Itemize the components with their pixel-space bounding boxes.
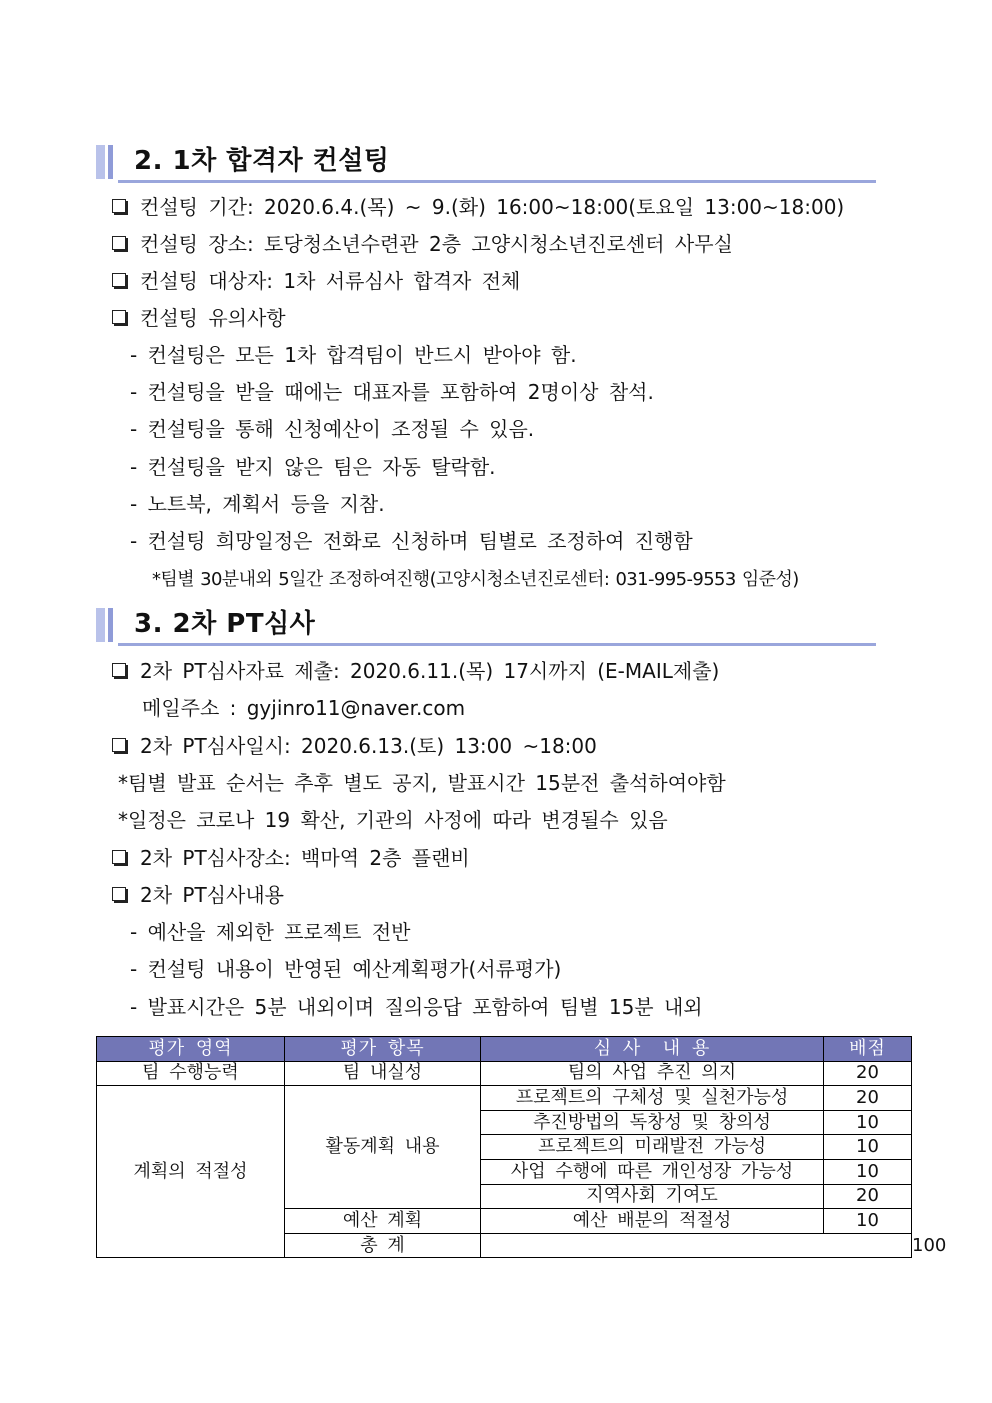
note-item: - 컨설팅을 통해 신청예산이 조정될 수 있음. <box>130 417 535 441</box>
checkbox-bullet-icon <box>112 273 126 287</box>
item-cell: 팀 내실성 <box>285 1061 481 1086</box>
pt-note-order: *팀별 발표 순서는 추후 별도 공지, 발표시간 15분전 출석하여야함 <box>118 771 726 795</box>
consulting-target: 컨설팅 대상자: 1차 서류심사 합격자 전체 <box>112 267 520 295</box>
content-cell: 프로젝트의 구체성 및 실천가능성 <box>481 1086 824 1111</box>
score-cell: 10 <box>824 1159 912 1184</box>
header-item: 평가 항목 <box>285 1037 481 1062</box>
checkbox-bullet-icon <box>112 236 126 250</box>
section-2-header <box>96 143 876 183</box>
item-cell: 활동계획 내용 <box>285 1086 481 1209</box>
pt-submit: 2차 PT심사자료 제출: 2020.6.11.(목) 17시까지 (E-MAIL제출) <box>112 657 719 685</box>
pt-place: 2차 PT심사장소: 백마역 2층 플랜비 <box>112 844 470 872</box>
area-cell: 팀 수행능력 <box>97 1061 285 1086</box>
content-cell: 추진방법의 독창성 및 창의성 <box>481 1110 824 1135</box>
section-3-header <box>96 606 876 646</box>
score-cell: 10 <box>824 1209 912 1234</box>
content-cell: 지역사회 기여도 <box>481 1184 824 1209</box>
section-2-title: 2. 1차 합격자 컨설팅 <box>134 146 390 176</box>
table-header-row <box>97 1037 912 1062</box>
consulting-period: 컨설팅 기간: 2020.6.4.(목) ~ 9.(화) 16:00~18:00(토요일 13:00~18:00) <box>112 193 844 221</box>
pt-content-item: - 발표시간은 5분 내외이며 질의응답 포함하여 팀별 15분 내외 <box>130 995 703 1019</box>
evaluation-table <box>96 1036 947 1258</box>
content-cell: 팀의 사업 추진 의지 <box>481 1061 824 1086</box>
pt-note-schedule: *일정은 코로나 19 확산, 기관의 사정에 따라 변경될수 있음 <box>118 808 668 832</box>
checkbox-bullet-icon <box>112 663 126 677</box>
score-cell: 10 <box>824 1110 912 1135</box>
consulting-place: 컨설팅 장소: 토당청소년수련관 2층 고양시청소년진로센터 사무실 <box>112 230 733 258</box>
note-item: - 컨설팅을 받지 않은 팀은 자동 탈락함. <box>130 455 496 479</box>
checkbox-bullet-icon <box>112 199 126 213</box>
header-area: 평가 영역 <box>97 1037 285 1062</box>
checkbox-bullet-icon <box>112 310 126 324</box>
area-cell: 계획의 적절성 <box>97 1086 285 1258</box>
total-label: 총 계 <box>285 1233 481 1258</box>
note-item: - 컨설팅은 모든 1차 합격팀이 반드시 받아야 함. <box>130 343 577 367</box>
score-cell: 20 <box>824 1061 912 1086</box>
schedule-note: *팀별 30분내외 5일간 조정하여진행(고양시청소년진로센터: 031-995-9553 임준성) <box>152 569 799 590</box>
score-cell: 20 <box>824 1184 912 1209</box>
content-cell: 사업 수행에 따른 개인성장 가능성 <box>481 1159 824 1184</box>
item-cell: 예산 계획 <box>285 1209 481 1234</box>
content-cell: 프로젝트의 미래발전 가능성 <box>481 1135 824 1160</box>
score-cell: 10 <box>824 1135 912 1160</box>
note-item: - 컨설팅을 받을 때에는 대표자를 포함하여 2명이상 참석. <box>130 380 654 404</box>
checkbox-bullet-icon <box>112 887 126 901</box>
table-total-row: 총 계 100 <box>97 1233 912 1258</box>
pt-content-heading: 2차 PT심사내용 <box>112 881 284 909</box>
section-3-title: 3. 2차 PT심사 <box>134 609 316 639</box>
note-item: - 컨설팅 희망일정은 전화로 신청하며 팀별로 조정하여 진행함 <box>130 529 693 553</box>
consulting-notes-heading: 컨설팅 유의사항 <box>112 304 286 332</box>
pt-datetime: 2차 PT심사일시: 2020.6.13.(토) 13:00 ~18:00 <box>112 732 597 760</box>
table-row <box>97 1061 912 1086</box>
score-cell: 20 <box>824 1086 912 1111</box>
pt-email: 메일주소 : gyjinro11@naver.com <box>142 696 466 720</box>
note-item: - 노트북, 계획서 등을 지참. <box>130 492 385 516</box>
content-cell: 예산 배분의 적절성 <box>481 1209 824 1234</box>
table-row <box>97 1086 912 1111</box>
pt-content-item: - 컨설팅 내용이 반영된 예산계획평가(서류평가) <box>130 957 562 981</box>
checkbox-bullet-icon <box>112 738 126 752</box>
header-score: 배점 <box>824 1037 912 1062</box>
total-empty <box>481 1233 912 1258</box>
checkbox-bullet-icon <box>112 850 126 864</box>
header-content: 심 사 내 용 <box>481 1037 824 1062</box>
pt-content-item: - 예산을 제외한 프로젝트 전반 <box>130 920 411 944</box>
